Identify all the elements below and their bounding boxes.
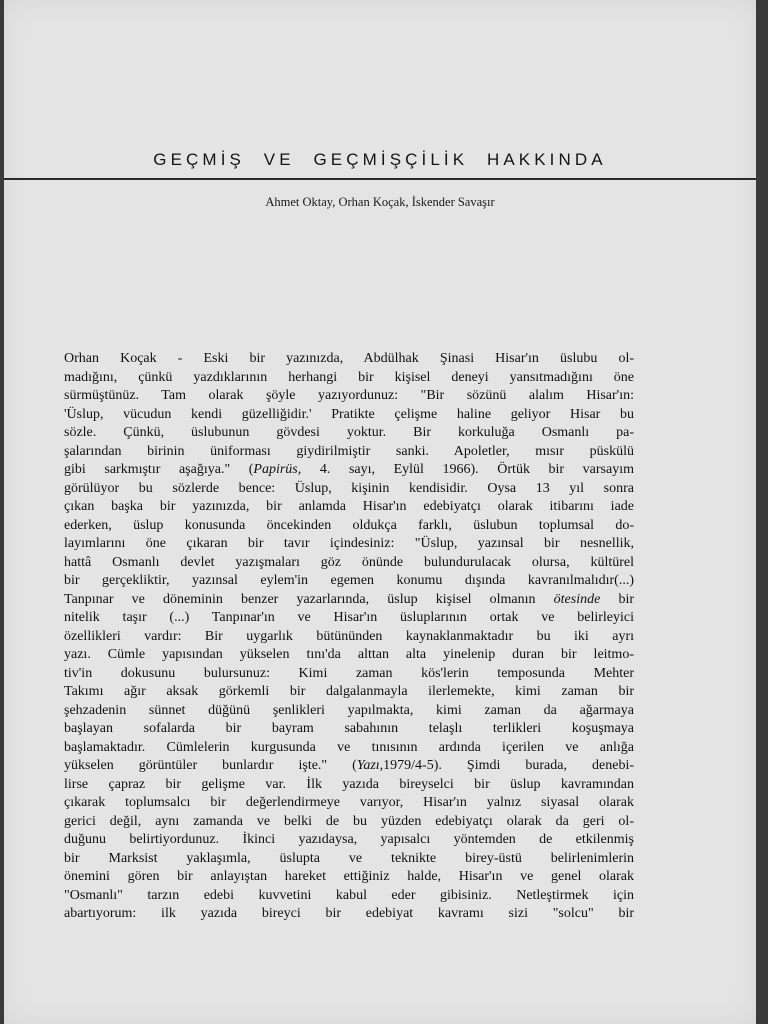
body-line-text: 1979/4-5). Şimdi burada, denebi- [383,758,634,773]
body-line-text: Tanpınar ve döneminin benzer yazarlarında, üslup kişisel olmanın [64,591,554,607]
body-line: layımlarını öne çıkaran bir tavır içindesiniz: "Üslup, yazınsal bir nesnellik, [64,536,634,551]
article-title: GEÇMİŞ VE GEÇMİŞÇİLİK HAKKINDA [153,150,607,169]
body-line: abartıyorum: ilk yazıda bireyci bir edebiyat kavramı sizi "solcu" bir [64,906,634,921]
body-line [64,591,634,610]
body-line: bir gerçekliktir, yazınsal eylem'in egemen konumu dışında kavranılmalıdır(...) [64,573,634,588]
body-line-text: 4. sayı, Eylül 1966). Örtük bir varsayım [301,462,634,477]
body-line: tiv'in dokusunu bulursunuz: Kimi zaman kös'lerin temposunda Mehter [64,665,634,681]
body-line: lirse çapraz bir gelişme var. İlk yazıda bireyselci bir üslup kavramından [64,776,634,792]
article-body [64,350,634,924]
body-line: Orhan Koçak - Eski bir yazınızda, Abdülhak Şinasi Hisar'ın üslubu ol- [64,351,634,366]
body-line: şalarından birinin üniforması giydirilmiştir sanki. Apoletler, mısır püskülü [64,443,634,459]
body-line [64,757,634,776]
body-line: hattâ Osmanlı devlet yazışmaları göz önünde bulundurulacak olursa, kültürel [64,554,634,570]
body-line: çıkarak toplumsalcı bir değerlendirmeye varıyor, Hisar'ın yalnız siyasal olarak [64,795,634,810]
body-line: çıkan başka bir yazınızda, bir anlamda Hisar'ın edebiyatçı olarak itibarını iade [64,499,634,514]
body-line: sözle. Çünkü, üslubunun gövdesi yoktur. Bir korkuluğa Osmanlı pa- [64,425,634,440]
body-line: başlayan sofalarda bir bayram sabahının telaşlı terlikleri koşuşmaya [64,721,634,736]
body-line-text: bir [600,591,634,607]
journal-name-yazi: Yazı, [356,758,384,773]
body-line: başlamaktadır. Cümlelerin kurgusunda ve tınısının ardında içerilen ve anlığa [64,739,634,755]
body-line: yazı. Cümle yapısından yükselen tını'da alttan alta yinelenip duran bir leitmo- [64,647,634,662]
article-authors: Ahmet Oktay, Orhan Koçak, İskender Savaşır [265,195,495,209]
body-line: 'Üslup, vücudun kendi güzelliğidir.' Pratikte çelişme haline geliyor Hisar bu [64,406,634,422]
body-line: şehzadenin sünnet düğünü şenlikleri yapılmakta, kimi zaman da ağarmaya [64,702,634,718]
body-line-text: yükselen görüntüler bunlardır işte." ( [64,758,357,773]
body-line: sürmüştünüz. Tam olarak şöyle yazıyordunuz: "Bir sözünü alalım Hisar'ın: [64,388,634,403]
body-line: Takımı ağır aksak görkemli bir dalgalanmayla ilerlemekte, kimi zaman bir [64,684,634,699]
journal-name-papirus: Papirüs, [253,462,302,477]
body-line: duğunu belirtiyordunuz. İkinci yazıdaysa, yapısalcı yöntemden de etkilenmiş [64,832,634,847]
body-line-text: gibi sarkmıştır aşağıya." ( [64,462,254,477]
body-line: özellikleri vardır: Bir uygarlık bütününden kaynaklanmaktadır bu iki ayrı [64,628,634,644]
body-line: "Osmanlı" tarzın edebi kuvvetini kabul eder gibisiniz. Netleştirmek için [64,887,634,903]
emphasis-otesinde: ötesinde [553,591,601,607]
body-line: nitelik taşır (...) Tanpınar'ın ve Hisar'ın üsluplarının ortak ve belirleyici [64,610,634,625]
body-line: ederken, üslup konusunda öncekinden oldukça farklı, üslubun toplumsal do- [64,517,634,533]
body-line: görülüyor bu sözlerde bence: Üslup, kişinin kendisidir. Oysa 13 yıl sonra [64,480,634,496]
body-line [64,461,634,480]
title-rule [4,178,756,180]
body-line: önemini gören bir anlayıştan hareket ettiğiniz halde, Hisar'ın ve genel olarak [64,869,634,884]
body-line: madığını, çünkü yazdıklarının herhangi bir kişisel deneyi yansıtmadığını öne [64,369,634,385]
body-line: gerici değil, aynı zamanda ve belki de bu yüzden edebiyatçı olarak da geri ol- [64,813,634,829]
document-page [4,0,756,1024]
body-line: bir Marksist yaklaşımla, üslupta ve teknikte birey-üstü belirlenimlerin [64,850,634,866]
